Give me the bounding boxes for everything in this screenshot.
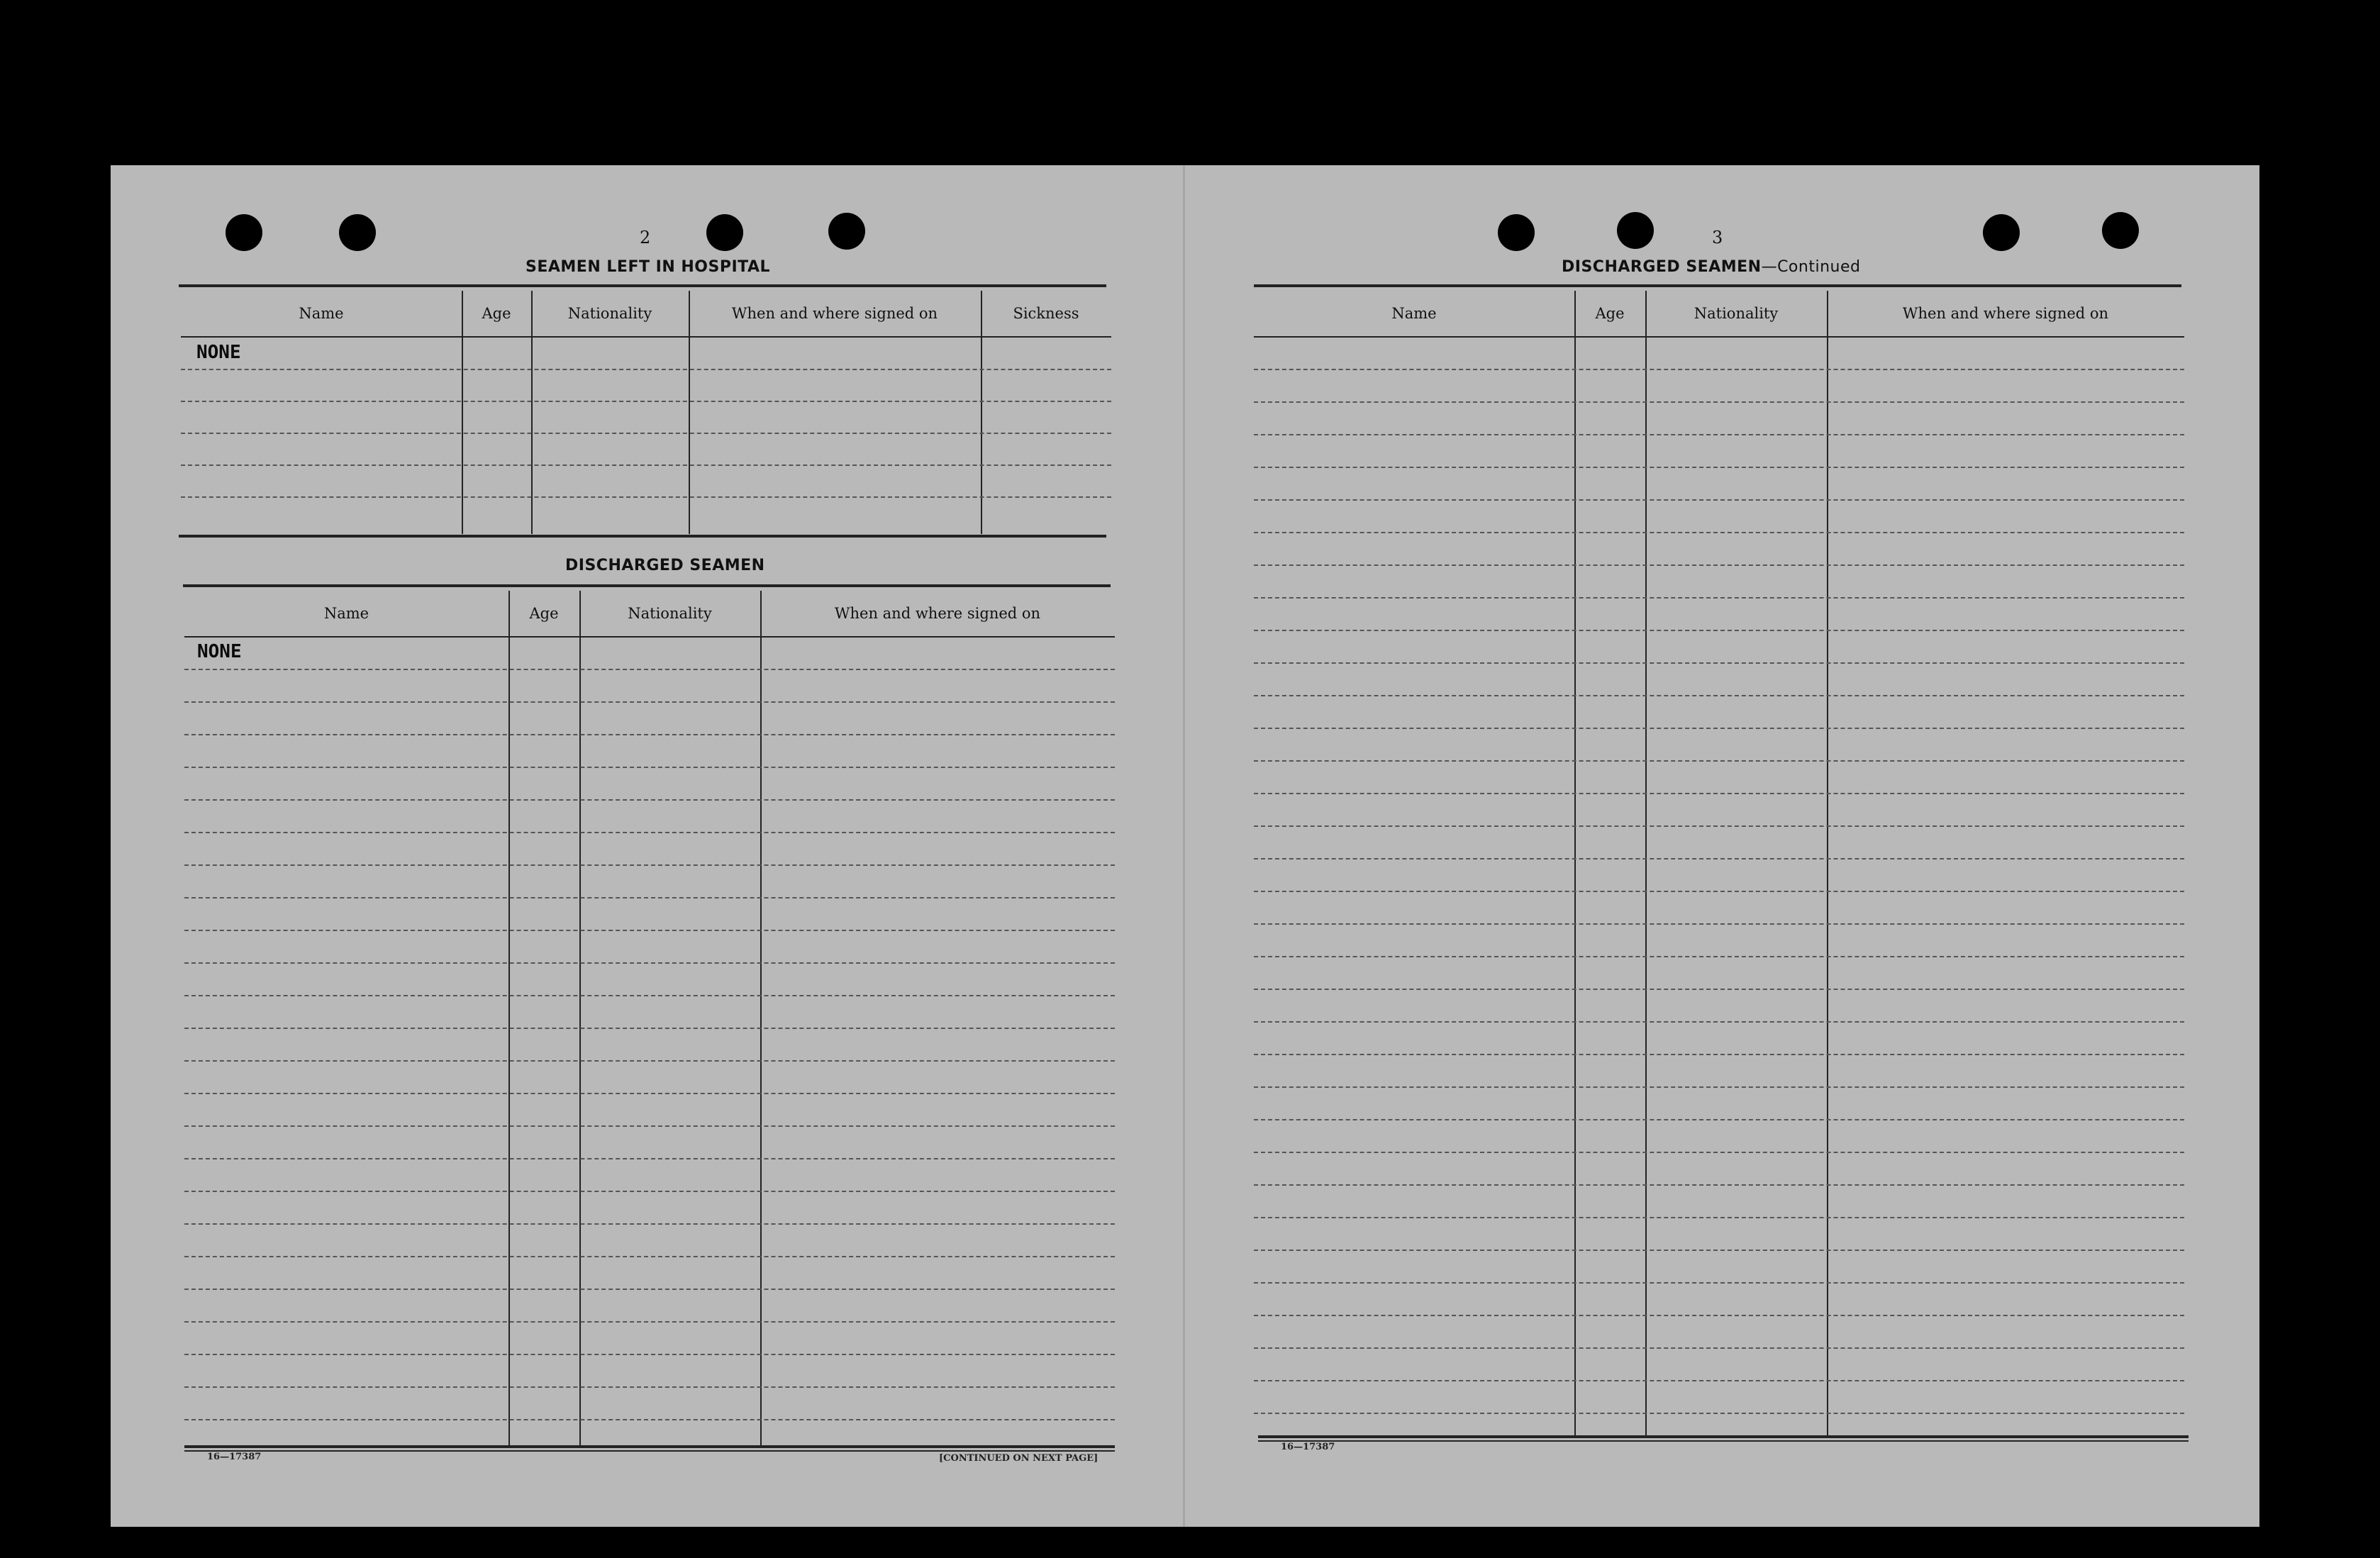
column-divider bbox=[1645, 291, 1647, 1435]
entry-line bbox=[1254, 630, 2184, 631]
entry-line bbox=[1254, 760, 2184, 762]
entry-line bbox=[1254, 434, 2184, 435]
entry-line bbox=[1254, 728, 2184, 729]
entry-line bbox=[184, 864, 1115, 866]
entry-line bbox=[1254, 369, 2184, 370]
entry-line bbox=[1254, 825, 2184, 827]
entry-line bbox=[1254, 858, 2184, 859]
section-rule bbox=[184, 1450, 1115, 1452]
entry-line bbox=[184, 1419, 1115, 1420]
entry-line bbox=[184, 962, 1115, 964]
entry-line bbox=[184, 1028, 1115, 1029]
discharged-continued-title bbox=[1562, 258, 1860, 276]
punch-hole bbox=[339, 214, 376, 251]
entry-line bbox=[1254, 793, 2184, 794]
page-number: 2 bbox=[640, 228, 651, 247]
hospital-entry-none: NONE bbox=[196, 342, 241, 363]
entry-line bbox=[184, 1386, 1115, 1388]
entry-line bbox=[184, 995, 1115, 996]
discharged-section-title: DISCHARGED SEAMEN bbox=[565, 557, 765, 574]
entry-line bbox=[1254, 401, 2184, 403]
entry-line bbox=[184, 1125, 1115, 1127]
entry-line bbox=[184, 1354, 1115, 1355]
entry-line bbox=[1254, 1380, 2184, 1381]
entry-line bbox=[1254, 499, 2184, 501]
title-continued: —Continued bbox=[1761, 258, 1861, 276]
entry-line bbox=[1254, 467, 2184, 468]
continued-note: [CONTINUED ON NEXT PAGE] bbox=[939, 1453, 1099, 1464]
entry-line bbox=[184, 930, 1115, 931]
entry-line bbox=[1254, 662, 2184, 664]
entry-line bbox=[184, 1191, 1115, 1192]
entry-line bbox=[184, 669, 1115, 670]
entry-line bbox=[1254, 1152, 2184, 1153]
page-number: 3 bbox=[1712, 228, 1723, 247]
column-header-signed-on: When and where signed on bbox=[731, 305, 938, 322]
entry-line bbox=[1254, 1021, 2184, 1023]
entry-line bbox=[184, 832, 1115, 833]
entry-line bbox=[184, 1256, 1115, 1257]
entry-line bbox=[181, 496, 1111, 498]
table-header bbox=[184, 591, 1115, 638]
column-header-signed-on: When and where signed on bbox=[1902, 305, 2109, 322]
section-rule bbox=[1258, 1435, 2189, 1438]
form-number: 16—17387 bbox=[1281, 1442, 1335, 1452]
entry-line bbox=[1254, 1217, 2184, 1218]
discharged-entry-none: NONE bbox=[197, 641, 242, 662]
entry-line bbox=[184, 701, 1115, 703]
entry-line bbox=[1254, 1184, 2184, 1186]
section-rule bbox=[1254, 284, 2181, 287]
entry-line bbox=[1254, 1119, 2184, 1120]
punch-hole bbox=[1498, 214, 1535, 251]
column-header-age: Age bbox=[529, 605, 559, 622]
entry-line bbox=[1254, 1054, 2184, 1055]
entry-line bbox=[184, 1093, 1115, 1094]
column-divider bbox=[508, 591, 510, 1445]
document-scan bbox=[111, 165, 2259, 1527]
column-divider bbox=[1574, 291, 1576, 1435]
column-divider bbox=[760, 591, 762, 1445]
punch-hole bbox=[706, 214, 743, 251]
entry-line bbox=[1254, 1086, 2184, 1088]
entry-line bbox=[1254, 564, 2184, 566]
column-header-signed-on: When and where signed on bbox=[834, 605, 1041, 622]
entry-line bbox=[1254, 1347, 2184, 1349]
section-rule bbox=[179, 535, 1106, 538]
column-header-nationality: Nationality bbox=[1694, 305, 1779, 322]
discharged-table bbox=[184, 591, 1115, 1445]
hospital-table bbox=[181, 291, 1111, 534]
punch-hole bbox=[1617, 212, 1654, 249]
form-number: 16—17387 bbox=[207, 1452, 262, 1462]
punch-hole bbox=[226, 214, 262, 251]
table-header bbox=[181, 291, 1111, 338]
section-rule bbox=[184, 1445, 1115, 1448]
entry-line bbox=[184, 1223, 1115, 1225]
section-rule bbox=[183, 584, 1111, 587]
discharged-continued-table bbox=[1254, 291, 2184, 1435]
entry-line bbox=[184, 897, 1115, 898]
column-header-nationality: Nationality bbox=[628, 605, 712, 622]
hospital-section-title: SEAMEN LEFT IN HOSPITAL bbox=[526, 258, 771, 276]
entry-line bbox=[1254, 891, 2184, 892]
entry-line bbox=[1254, 956, 2184, 957]
entry-line bbox=[1254, 989, 2184, 990]
column-header-nationality: Nationality bbox=[567, 305, 652, 322]
column-header-name: Name bbox=[323, 605, 369, 622]
entry-line bbox=[181, 433, 1111, 434]
page-fold bbox=[1183, 165, 1185, 1527]
section-rule bbox=[1258, 1440, 2189, 1442]
column-header-name: Name bbox=[299, 305, 344, 322]
entry-line bbox=[184, 734, 1115, 735]
column-header-sickness: Sickness bbox=[1013, 305, 1079, 322]
entry-line bbox=[184, 1158, 1115, 1159]
section-rule bbox=[179, 284, 1106, 287]
title-main: DISCHARGED SEAMEN bbox=[1562, 258, 1762, 276]
column-header-name: Name bbox=[1391, 305, 1437, 322]
column-header-age: Age bbox=[1595, 305, 1625, 322]
column-header-age: Age bbox=[482, 305, 511, 322]
entry-line bbox=[1254, 597, 2184, 599]
entry-line bbox=[181, 369, 1111, 370]
entry-line bbox=[181, 401, 1111, 402]
entry-line bbox=[184, 1060, 1115, 1062]
entry-line bbox=[184, 799, 1115, 801]
entry-line bbox=[184, 1289, 1115, 1290]
entry-line bbox=[181, 464, 1111, 466]
entry-line bbox=[184, 1321, 1115, 1323]
entry-line bbox=[1254, 923, 2184, 925]
entry-line bbox=[184, 767, 1115, 768]
entry-line bbox=[1254, 532, 2184, 533]
entry-line bbox=[1254, 1250, 2184, 1251]
column-divider bbox=[579, 591, 581, 1445]
punch-hole bbox=[2102, 212, 2139, 249]
entry-line bbox=[1254, 695, 2184, 696]
entry-line bbox=[1254, 1282, 2184, 1284]
column-divider bbox=[1827, 291, 1828, 1435]
punch-hole bbox=[828, 213, 865, 250]
punch-hole bbox=[1983, 214, 2020, 251]
entry-line bbox=[1254, 1315, 2184, 1316]
entry-line bbox=[1254, 1413, 2184, 1414]
table-header bbox=[1254, 291, 2184, 338]
